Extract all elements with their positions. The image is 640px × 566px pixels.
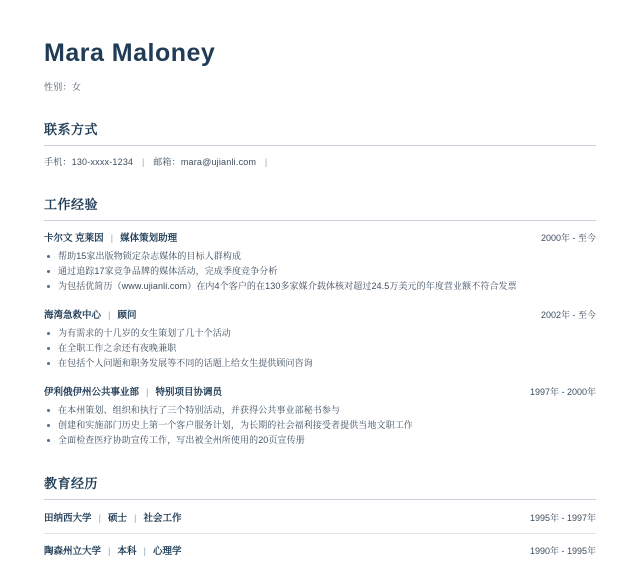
contact-section — [44, 119, 596, 168]
entry-organization: 卡尔文 克莱因 — [44, 233, 104, 244]
entry-date: 2002年 - 至今 — [540, 309, 596, 320]
entry-bullet-list — [44, 250, 596, 294]
entry-date: 1995年 - 1997年 — [529, 513, 596, 524]
list-item: 在全职工作之余还有夜晚兼职 — [44, 342, 596, 356]
school-name: 陶森州立大学 — [44, 546, 102, 558]
major: 社会工作 — [143, 513, 182, 525]
list-item: 为有需求的十几岁的女生策划了几十个活动 — [44, 327, 596, 341]
entry-header — [44, 230, 596, 244]
experience-entry — [44, 230, 596, 294]
list-item: 创建和实施部门历史上第一个客户服务计划，为长期的社会福利接受者提供当地文职工作 — [44, 419, 596, 433]
entry-divider: | — [134, 513, 137, 525]
education-divider — [44, 499, 596, 500]
entry-date: 1990年 - 1995年 — [529, 546, 596, 557]
list-item: 通过追踪17家竞争品牌的媒体活动，完成季度竞争分析 — [44, 265, 596, 279]
entry-title-group — [44, 510, 181, 524]
experience-divider — [44, 220, 596, 221]
education-entry — [44, 543, 596, 557]
entry-title-group — [44, 384, 222, 398]
list-item: 全面检查医疗协助宣传工作，写出被全州所使用的20页宣传册 — [44, 434, 596, 448]
entry-divider: | — [108, 309, 111, 321]
degree: 硕士 — [107, 513, 127, 525]
contact-divider — [44, 145, 596, 146]
page-title: Mara Maloney — [44, 39, 216, 67]
entry-role: 顾问 — [117, 309, 137, 321]
entry-title-group — [44, 230, 177, 244]
entry-header — [44, 384, 596, 398]
education-entry — [44, 510, 596, 524]
contact-separator-1: | — [141, 157, 145, 167]
entry-title-group — [44, 307, 137, 321]
list-item: 为包括优简历（www.ujianli.com）在内4个客户的在130多家媒介载体核对超过24.5万美元的年度营业额不符合发票 — [44, 280, 596, 294]
entry-bullet-list — [44, 327, 596, 371]
gender-label: 性别： — [44, 82, 72, 92]
entry-title-group — [44, 543, 181, 557]
education-section-title: 教育经历 — [44, 476, 99, 492]
entry-divider: | — [108, 546, 111, 558]
entry-role: 媒体策划助理 — [120, 233, 178, 244]
gender-line — [44, 80, 596, 93]
entry-organization: 海湾急救中心 — [44, 309, 102, 321]
experience-section-title: 工作经验 — [44, 197, 99, 212]
contact-section-title: 联系方式 — [44, 122, 99, 137]
education-entry-divider — [44, 533, 596, 534]
entry-date: 2000年 - 至今 — [540, 233, 596, 243]
entry-divider: | — [143, 546, 146, 558]
phone-value: 130-xxxx-1234 — [71, 157, 134, 167]
list-item: 在包括个人问题和职务发展等不同的话题上给女生提供顾问咨询 — [44, 357, 596, 371]
list-item: 帮助15家出版物锁定杂志媒体的目标人群构成 — [44, 250, 596, 264]
education-section — [44, 473, 596, 557]
entry-header — [44, 307, 596, 321]
experience-entry — [44, 384, 596, 448]
degree: 本科 — [117, 546, 137, 558]
entry-divider: | — [110, 233, 114, 244]
entry-divider: | — [146, 386, 149, 398]
experience-section — [44, 194, 596, 447]
gender-value: 女 — [71, 82, 82, 92]
entry-divider: | — [98, 513, 101, 525]
experience-entry — [44, 307, 596, 371]
email-label: 邮箱： — [153, 157, 181, 167]
entry-bullet-list — [44, 404, 596, 448]
list-item: 在本州策划、组织和执行了三个特别活动，并获得公共事业部秘书参与 — [44, 404, 596, 418]
major: 心理学 — [152, 546, 182, 558]
school-name: 田纳西大学 — [44, 513, 92, 525]
contact-line — [44, 155, 596, 168]
entry-role: 特别项目协调员 — [155, 386, 222, 398]
contact-separator-2: | — [264, 157, 268, 167]
entry-date: 1997年 - 2000年 — [529, 386, 596, 397]
entry-header — [44, 510, 596, 524]
email-value[interactable]: mara@ujianli.com — [180, 157, 257, 167]
phone-label: 手机： — [44, 157, 72, 167]
entry-header — [44, 543, 596, 557]
entry-organization: 伊利俄伊州公共事业部 — [44, 386, 140, 398]
